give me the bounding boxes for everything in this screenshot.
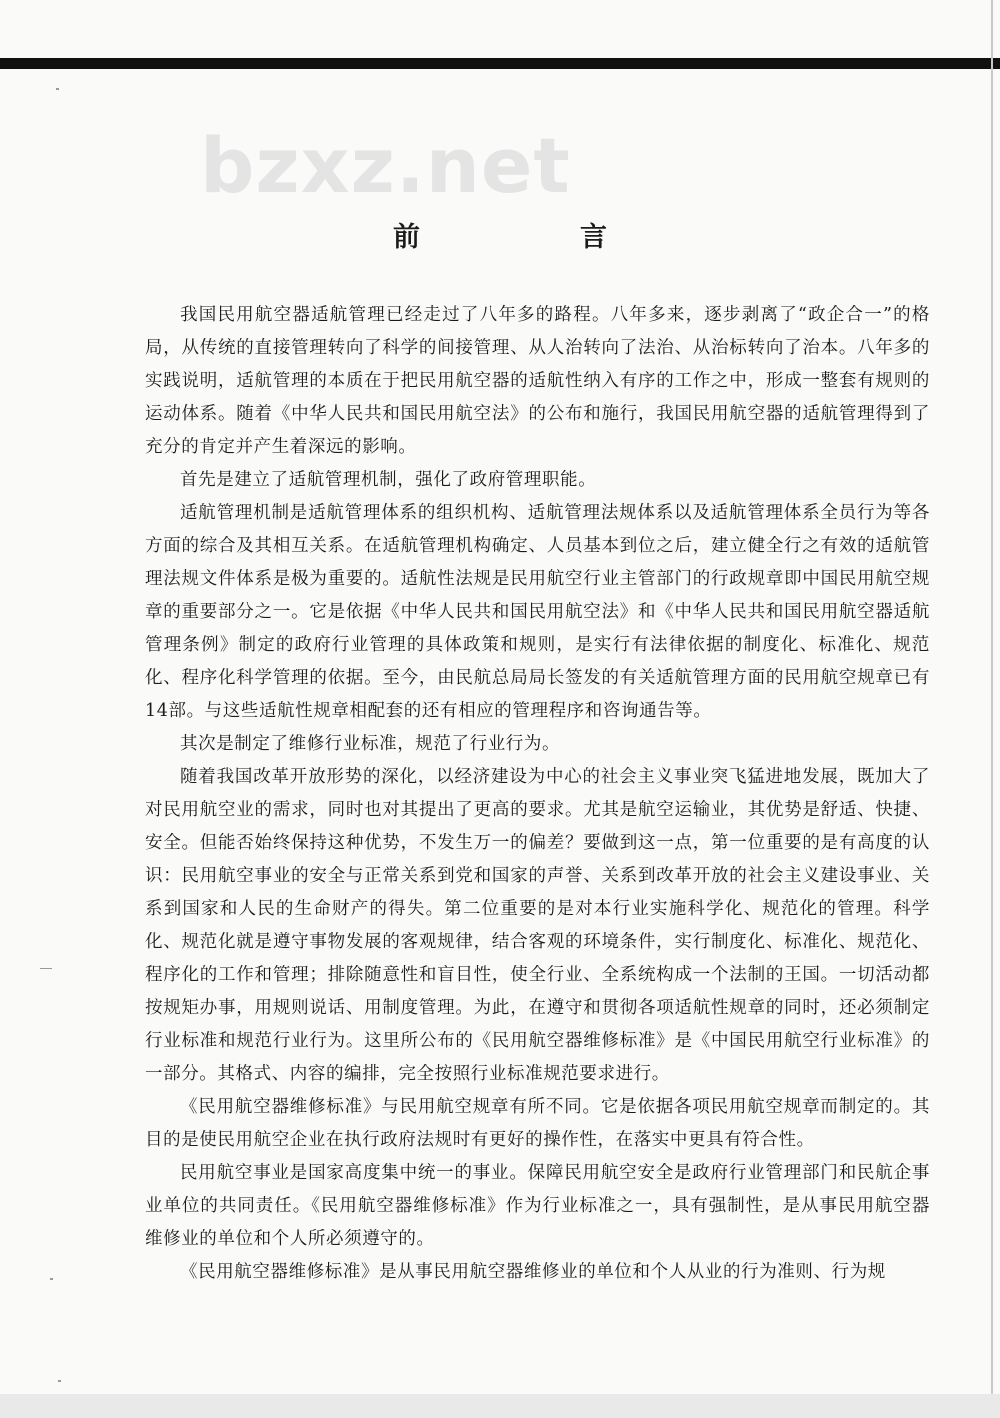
scan-speck bbox=[56, 88, 59, 90]
scan-speck bbox=[58, 1380, 61, 1382]
title-char-2: 言 bbox=[580, 222, 607, 253]
scan-speck bbox=[40, 968, 52, 969]
paragraph: 随着我国改革开放形势的深化，以经济建设为中心的社会主义事业突飞猛进地发展，既加大了对民用航空业的需求，同时也对其提出了更高的要求。尤其是航空运输业，其优势是舒适、快捷、安全。但能否始终保持这种优势，不发生万一的偏差？要做到这一点，第一位重要的是有高度的认识：民用航空事业的安全与正常关系到党和国家的声誉、关系到改革开放的社会主义建设事业、关系到国家和人民的生命财产的得失。第二位重要的是对本行业实施科学化、规范化的管理。科学化、规范化就是遵守事物发展的客观规律，结合客观的环境条件，实行制度化、标准化、规范化、程序化的工作和管理；排除随意性和盲目性，使全行业、全系统构成一个法制的王国。一切活动都按规矩办事，用规则说话、用制度管理。为此，在遵守和贯彻各项适航性规章的同时，还必须制定行业标准和规范行业行为。这里所公布的《民用航空器维修标准》是《中国民用航空行业标准》的一部分。其格式、内容的编排，完全按照行业标准规范要求进行。 bbox=[145, 767, 930, 1084]
scan-speck bbox=[50, 1278, 53, 1280]
paragraph: 我国民用航空器适航管理已经走过了八年多的路程。八年多来，逐步剥离了“政企合一”的格局，从传统的直接管理转向了科学的间接管理、从人治转向了法治、从治标转向了治本。八年多的实践说明，适航管理的本质在于把民用航空器的适航性纳入有序的工作之中，形成一整套有规则的运动体系。随着《中华人民共和国民用航空法》的公布和施行，我国民用航空器的适航管理得到了充分的肯定并产生着深远的影响。 bbox=[145, 305, 930, 457]
paragraph: 《民用航空器维修标准》是从事民用航空器维修业的单位和个人从业的行为准则、行为规 bbox=[180, 1262, 886, 1282]
page-title bbox=[0, 218, 1000, 258]
paragraph: 适航管理机制是适航管理体系的组织机构、适航管理法规体系以及适航管理体系全员行为等各方面的综合及其相互关系。在适航管理机构确定、人员基本到位之后，建立健全行之有效的适航管理法规文件体系是极为重要的。适航性法规是民用航空行业主管部门的行政规章即中国民用航空规章的重要部分之一。它是依据《中华人民共和国民用航空法》和《中华人民共和国民用航空器适航管理条例》制定的政府行业管理的具体政策和规则，是实行有法律依据的制度化、标准化、规范化、程序化科学管理的依据。至今，由民航总局局长签发的有关适航管理方面的民用航空规章已有14部。与这些适航性规章相配套的还有相应的管理程序和咨询通告等。 bbox=[145, 503, 930, 721]
watermark: bzxz.net bbox=[200, 121, 571, 210]
title-char-1: 前 bbox=[393, 222, 420, 253]
body-text bbox=[145, 299, 930, 1289]
top-rule bbox=[0, 58, 1000, 69]
scan-bottom-strip bbox=[0, 1394, 1000, 1418]
paragraph: 民用航空事业是国家高度集中统一的事业。保障民用航空安全是政府行业管理部门和民航企事业单位的共同责任。《民用航空器维修标准》作为行业标准之一，具有强制性，是从事民用航空器维修业的单位和个人所必须遵守的。 bbox=[145, 1163, 930, 1249]
paragraph: 首先是建立了适航管理机制，强化了政府管理职能。 bbox=[180, 470, 597, 490]
page-edge bbox=[991, 0, 993, 1418]
paragraph: 其次是制定了维修行业标准，规范了行业行为。 bbox=[180, 734, 561, 754]
paragraph: 《民用航空器维修标准》与民用航空规章有所不同。它是依据各项民用航空规章而制定的。其目的是使民用航空企业在执行政府法规时有更好的操作性，在落实中更具有符合性。 bbox=[145, 1097, 930, 1150]
